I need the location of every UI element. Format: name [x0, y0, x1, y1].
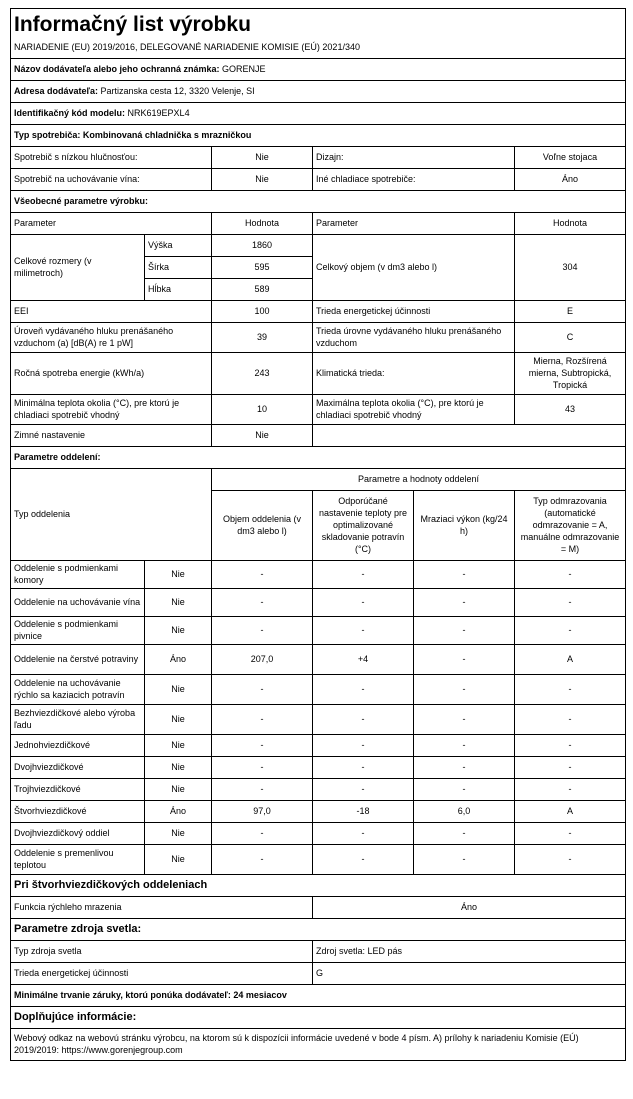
table-row [11, 616, 626, 644]
compartment-temp: - [313, 560, 414, 588]
min-temp-value: 10 [212, 394, 313, 424]
compartment-volume: - [212, 822, 313, 844]
compartment-temp: - [313, 756, 414, 778]
empty-cell [313, 424, 626, 446]
warranty-text: Minimálne trvanie záruky, ktorú ponúka dodávateľ: 24 mesiacov [11, 984, 626, 1006]
design-value: Voľne stojaca [515, 146, 626, 168]
compartment-defrost: - [515, 778, 626, 800]
supplier-name-row [11, 58, 626, 80]
compartment-name: Bezhviezdičkové alebo výroba ľadu [11, 704, 145, 734]
compartment-volume: - [212, 844, 313, 874]
compartment-name: Štvorhviezdičkové [11, 800, 145, 822]
compartment-name: Oddelenie s podmienkami komory [11, 560, 145, 588]
compartments-group-header: Parametre a hodnoty oddelení [212, 468, 626, 490]
depth-label: Hĺbka [145, 278, 212, 300]
compartment-name: Oddelenie s premenlivou teplotou [11, 844, 145, 874]
compartment-freeze: - [414, 734, 515, 756]
winter-setting-value: Nie [212, 424, 313, 446]
compartment-present: Nie [145, 778, 212, 800]
light-type-label: Typ zdroja svetla [11, 940, 313, 962]
compartment-present: Nie [145, 734, 212, 756]
compartment-temp: - [313, 778, 414, 800]
compartment-present: Nie [145, 704, 212, 734]
compartment-volume: - [212, 734, 313, 756]
col-value: Hodnota [212, 212, 313, 234]
supplier-address-row [11, 80, 626, 102]
sheet-table [10, 8, 626, 1061]
compartment-temp: - [313, 616, 414, 644]
compartment-defrost: A [515, 644, 626, 674]
compartment-temp: - [313, 674, 414, 704]
supplier-name-label: Názov dodávateľa alebo jeho ochranná známka: [14, 64, 220, 74]
min-temp-label: Minimálna teplota okolia (°C), pre ktorú je chladiaci spotrebič vhodný [11, 394, 212, 424]
compartment-volume: - [212, 704, 313, 734]
annual-energy-value: 243 [212, 352, 313, 394]
compartment-freeze: - [414, 644, 515, 674]
model-value: NRK619EPXL4 [127, 108, 190, 118]
other-appliance-label: Iné chladiace spotrebiče: [313, 168, 515, 190]
wine-label: Spotrebič na uchovávanie vína: [11, 168, 212, 190]
compartment-present: Nie [145, 616, 212, 644]
light-class-label: Trieda energetickej účinnosti [11, 962, 313, 984]
compartment-volume: 97,0 [212, 800, 313, 822]
col-parameter-2: Parameter [313, 212, 515, 234]
width-value: 595 [212, 256, 313, 278]
compartment-present: Nie [145, 844, 212, 874]
compartment-volume: - [212, 616, 313, 644]
compartment-defrost: A [515, 800, 626, 822]
col-compartment-volume: Objem oddelenia (v dm3 alebo l) [212, 490, 313, 560]
width-label: Šírka [145, 256, 212, 278]
compartment-temp: - [313, 822, 414, 844]
compartment-defrost: - [515, 704, 626, 734]
other-appliance-value: Áno [515, 168, 626, 190]
additional-info-text: Webový odkaz na webovú stránku výrobcu, na ktorom sú k dispozícii informácie uvedené v bode 4 písm. A) prílohy k nariadeniu Komisie (EÚ) 2019/2019: https://www.gorenjegroup.com [11, 1028, 626, 1060]
eei-label: EEI [11, 300, 212, 322]
compartment-name: Jednohviezdičkové [11, 734, 145, 756]
supplier-name-value: GORENJE [222, 64, 266, 74]
compartment-present: Áno [145, 644, 212, 674]
compartment-volume: - [212, 778, 313, 800]
compartment-present: Áno [145, 800, 212, 822]
table-row [11, 822, 626, 844]
compartment-name: Oddelenie na čerstvé potraviny [11, 644, 145, 674]
compartment-defrost: - [515, 560, 626, 588]
table-row [11, 844, 626, 874]
compartment-freeze: 6,0 [414, 800, 515, 822]
model-label: Identifikačný kód modelu: [14, 108, 126, 118]
col-freezing-capacity: Mraziaci výkon (kg/24 h) [414, 490, 515, 560]
product-information-sheet [10, 8, 625, 1061]
col-value-2: Hodnota [515, 212, 626, 234]
eei-value: 100 [212, 300, 313, 322]
table-row [11, 756, 626, 778]
max-temp-label: Maximálna teplota okolia (°C), pre ktorú je chladiaci spotrebič vhodný [313, 394, 515, 424]
compartment-name: Oddelenie na uchovávanie rýchlo sa kaziacich potravín [11, 674, 145, 704]
compartment-name: Trojhviezdičkové [11, 778, 145, 800]
volume-label: Celkový objem (v dm3 alebo l) [313, 234, 515, 300]
compartment-volume: 207,0 [212, 644, 313, 674]
compartment-freeze: - [414, 616, 515, 644]
compartment-freeze: - [414, 822, 515, 844]
compartment-freeze: - [414, 560, 515, 588]
supplier-address-value: Partizanska cesta 12, 3320 Velenje, SI [100, 86, 255, 96]
table-row [11, 800, 626, 822]
four-star-title: Pri štvorhviezdičkových oddeleniach [11, 874, 626, 896]
compartment-volume: - [212, 756, 313, 778]
compartment-name: Dvojhviezdičkové [11, 756, 145, 778]
fast-freeze-label: Funkcia rýchleho mrazenia [11, 896, 313, 918]
max-temp-value: 43 [515, 394, 626, 424]
compartment-defrost: - [515, 822, 626, 844]
light-type-value: Zdroj svetla: LED pás [313, 940, 626, 962]
compartment-freeze: - [414, 844, 515, 874]
table-row [11, 704, 626, 734]
table-row [11, 644, 626, 674]
compartment-temp: - [313, 704, 414, 734]
compartment-present: Nie [145, 822, 212, 844]
compartment-defrost: - [515, 588, 626, 616]
table-row [11, 588, 626, 616]
climate-class-label: Klimatická trieda: [313, 352, 515, 394]
light-source-title: Parametre zdroja svetla: [11, 918, 626, 940]
noise-class-label: Trieda úrovne vydávaného hluku prenášaného vzduchom [313, 322, 515, 352]
noise-class-value: C [515, 322, 626, 352]
compartment-name: Dvojhviezdičkový oddiel [11, 822, 145, 844]
compartment-temp: - [313, 844, 414, 874]
table-row [11, 778, 626, 800]
compartment-name: Oddelenie s podmienkami pivnice [11, 616, 145, 644]
compartment-temp: +4 [313, 644, 414, 674]
regulation-text: NARIADENIE (EU) 2019/2016, DELEGOVANÉ NARIADENIE KOMISIE (EÚ) 2021/340 [11, 38, 626, 58]
compartment-defrost: - [515, 844, 626, 874]
compartment-defrost: - [515, 756, 626, 778]
compartment-temp: -18 [313, 800, 414, 822]
compartment-defrost: - [515, 734, 626, 756]
compartments-title: Parametre oddelení: [11, 446, 626, 468]
table-row [11, 674, 626, 704]
compartment-volume: - [212, 588, 313, 616]
design-label: Dizajn: [313, 146, 515, 168]
page-title: Informačný list výrobku [11, 9, 626, 39]
compartment-freeze: - [414, 756, 515, 778]
compartment-present: Nie [145, 588, 212, 616]
energy-class-value: E [515, 300, 626, 322]
table-row [11, 560, 626, 588]
compartment-temp: - [313, 588, 414, 616]
col-recommended-temp: Odporúčané nastavenie teploty pre optimalizované skladovanie potravín (°C) [313, 490, 414, 560]
compartment-defrost: - [515, 616, 626, 644]
model-row [11, 102, 626, 124]
compartment-name: Oddelenie na uchovávanie vína [11, 588, 145, 616]
fast-freeze-value: Áno [313, 896, 626, 918]
col-parameter: Parameter [11, 212, 212, 234]
col-compartment-type: Typ oddelenia [11, 468, 212, 560]
compartment-defrost: - [515, 674, 626, 704]
winter-setting-label: Zimné nastavenie [11, 424, 212, 446]
depth-value: 589 [212, 278, 313, 300]
low-noise-value: Nie [212, 146, 313, 168]
light-class-value: G [313, 962, 626, 984]
volume-value: 304 [515, 234, 626, 300]
compartment-volume: - [212, 674, 313, 704]
energy-class-label: Trieda energetickej účinnosti [313, 300, 515, 322]
table-row [11, 734, 626, 756]
dimensions-label: Celkové rozmery (v milimetroch) [11, 234, 145, 300]
compartment-temp: - [313, 734, 414, 756]
appliance-type: Typ spotrebiča: Kombinovaná chladnička s mrazničkou [11, 124, 626, 146]
col-defrost-type: Typ odmrazovania (automatické odmrazovanie = A, manuálne odmrazovanie = M) [515, 490, 626, 560]
compartment-freeze: - [414, 704, 515, 734]
compartment-present: Nie [145, 756, 212, 778]
annual-energy-label: Ročná spotreba energie (kWh/a) [11, 352, 212, 394]
additional-info-title: Doplňujúce informácie: [11, 1006, 626, 1028]
supplier-address-label: Adresa dodávateľa: [14, 86, 98, 96]
compartment-freeze: - [414, 778, 515, 800]
compartment-present: Nie [145, 674, 212, 704]
general-title: Všeobecné parametre výrobku: [11, 190, 626, 212]
compartment-present: Nie [145, 560, 212, 588]
compartment-volume: - [212, 560, 313, 588]
noise-value: 39 [212, 322, 313, 352]
low-noise-label: Spotrebič s nízkou hlučnosťou: [11, 146, 212, 168]
wine-value: Nie [212, 168, 313, 190]
compartment-freeze: - [414, 588, 515, 616]
height-value: 1860 [212, 234, 313, 256]
height-label: Výška [145, 234, 212, 256]
climate-class-value: Mierna, Rozšírená mierna, Subtropická, Tropická [515, 352, 626, 394]
noise-label: Úroveň vydávaného hluku prenášaného vzduchom (a) [dB(A) re 1 pW] [11, 322, 212, 352]
compartment-freeze: - [414, 674, 515, 704]
